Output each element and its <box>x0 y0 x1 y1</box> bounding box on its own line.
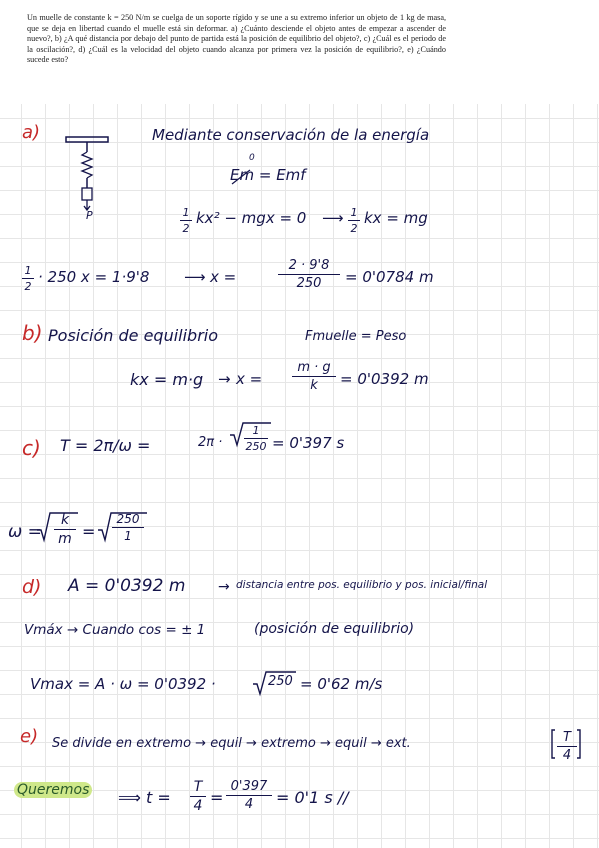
arrow-3: → <box>218 370 231 388</box>
method-text: Mediante conservación de la energía <box>152 126 430 144</box>
label-b: b) <box>22 321 43 345</box>
omega-equals: = <box>82 522 96 541</box>
label-e: e) <box>20 726 39 747</box>
period-formula: T = 2π/ω = <box>60 436 151 455</box>
vmax-condition: Vmáx → Cuando cos = ± 1 <box>24 622 206 638</box>
result-a: = 0'0784 m <box>345 268 434 286</box>
fraction-t: T 4 <box>190 779 206 814</box>
amplitude: A = 0'0392 m <box>68 576 186 596</box>
fraction-bracket: T 4 <box>557 730 577 763</box>
calc-a-x: x = <box>210 268 237 286</box>
problem-text: Un muelle de constante k = 250 N/m se cuelga de un soporte rígido y se une a su extremo inferior un objeto de 1 kg de masa, que se deja en libertad cuando el muelle está sin deformar. a) ¿Cuánto desciende el objeto antes de empezar a ascender de nuevo?, b) ¿A qué distancia por debajo del punto de partida está la posición de equilibrio del objeto?, c) ¿Cuál es el periodo de la oscilación?, d) ¿Cuál es la velocidad del objeto cuando alcanza por primera vez la posición de equilibrio?, e) ¿Cuándo sucede esto? <box>27 13 446 65</box>
result-d: = 0'62 m/s <box>300 675 383 693</box>
fraction-half-2: 1 2 <box>348 206 360 235</box>
hanging-mass <box>82 188 92 200</box>
diagram-point-label: P <box>86 209 93 222</box>
arrow-1: ⟶ <box>322 209 344 227</box>
queremos-label: Queremos <box>14 783 92 797</box>
fraction-period-root: 1 250 <box>245 424 267 453</box>
arrow-4: → <box>218 579 230 595</box>
fraction-b: m · g k <box>292 360 336 393</box>
time-equals: = <box>210 788 224 807</box>
division-text: Se divide en extremo → equil → extremo → equil → ext. <box>52 736 411 751</box>
omega-label: ω = <box>8 522 42 542</box>
spring-coil <box>82 152 92 178</box>
two-pi: 2π · <box>198 435 223 450</box>
vmax-calc: Vmax = A · ω = 0'0392 · <box>30 675 216 693</box>
label-c: c) <box>22 436 41 460</box>
calc-a-lhs: · 250 x = 1·9'8 <box>38 268 150 286</box>
label-d: d) <box>22 576 42 598</box>
equilibrium-equation: kx = m·g <box>130 370 204 389</box>
result-e: = 0'1 s // <box>276 788 349 807</box>
fraction-half-1: 1 2 <box>180 206 192 235</box>
vmax-condition-paren: (posición de equilibrio) <box>254 621 415 637</box>
result-c: = 0'397 s <box>272 434 345 452</box>
simplified-equation: kx = mg <box>364 209 428 227</box>
spring-support <box>66 137 108 142</box>
fraction-a: 2 · 9'8 250 <box>278 258 340 291</box>
fraction-t-2: 0'397 4 <box>226 779 272 812</box>
vmax-root: 250 <box>268 674 293 689</box>
energy-equation: kx² − mgx = 0 <box>196 209 307 227</box>
fraction-omega-2: 250 1 <box>112 512 144 543</box>
energy-conservation: Em = Emf <box>230 166 306 184</box>
arrow-2: ⟶ <box>184 268 206 286</box>
forces-equation: Fmuelle = Peso <box>305 329 407 344</box>
label-a: a) <box>22 122 41 143</box>
equilibrium-title: Posición de equilibrio <box>48 326 219 345</box>
result-b: = 0'0392 m <box>340 370 429 388</box>
time-equation: ⟹ t = <box>118 788 171 807</box>
equilibrium-x: x = <box>236 370 263 388</box>
fraction-omega: k m <box>54 512 76 547</box>
energy-zero: 0 <box>249 153 255 163</box>
amplitude-note: distancia entre pos. equilibrio y pos. inicial/final <box>236 579 488 591</box>
fraction-half-3: 1 2 <box>22 264 34 293</box>
